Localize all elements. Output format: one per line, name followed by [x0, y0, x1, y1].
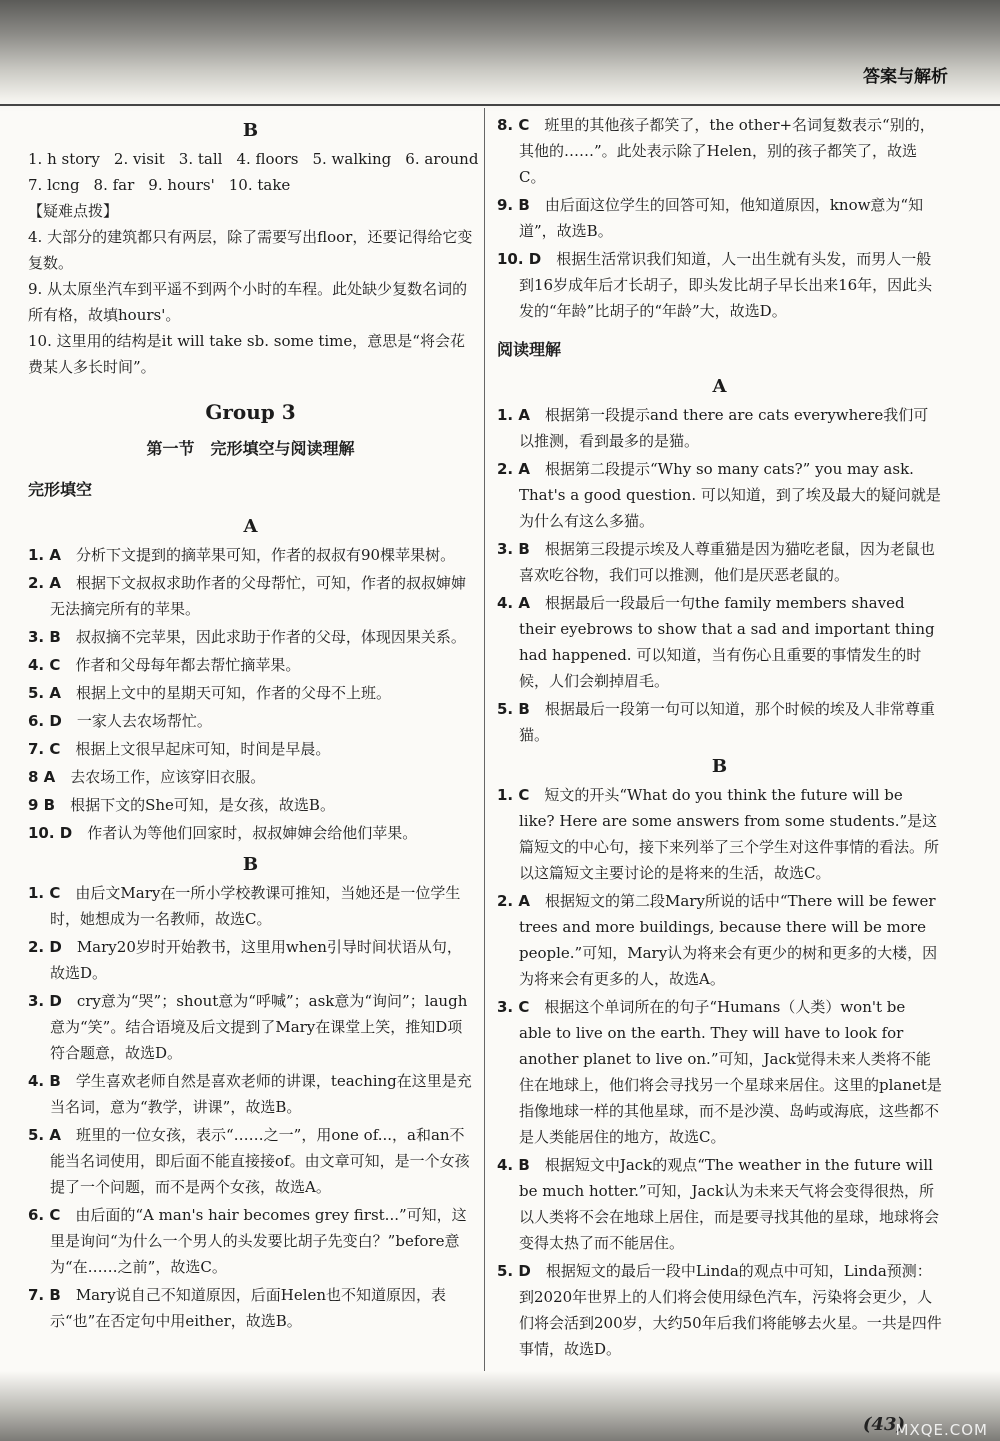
answer-key: 2. A — [497, 460, 530, 478]
answer-key: 5. D — [497, 1262, 531, 1280]
answer-key: 1. C — [497, 786, 530, 804]
answer-explanation: 班里的其他孩子都笑了，the other+名词复数表示“别的，其他的……”。此处表示除了Helen，别的孩子都笑了，故选C。 — [519, 116, 935, 186]
answer-key: 6. C — [28, 1206, 61, 1224]
fill-answers-row-1 — [28, 146, 479, 172]
answer-item — [497, 590, 942, 694]
answer-key: 2. A — [497, 892, 530, 910]
answer-explanation: 根据生活常识我们知道，人一出生就有头发，而男人一般到16岁成年后才长胡子，即头发比胡子早长出来16年，因此头发的“年龄”比胡子的“年龄”大，故选D。 — [519, 250, 933, 320]
answer-key: 5. A — [28, 684, 61, 702]
answer-explanation: 叔叔摘不完苹果，因此求助于作者的父母，体现因果关系。 — [75, 628, 466, 646]
answer-item — [497, 1258, 942, 1362]
fill-answer: 7. lcng — [28, 176, 80, 194]
answer-key: 4. A — [497, 594, 530, 612]
fill-answer: 5. walking — [312, 150, 392, 168]
cloze-a-heading: A — [243, 516, 258, 537]
answer-explanation: 根据第二段提示“Why so many cats?” you may ask. That's a good question. 可以知道，到了埃及最大的疑问就是为什么有这么多猫。 — [519, 460, 941, 530]
fill-answer: 8. far — [93, 176, 135, 194]
cloze-subtitle: 完形填空 — [28, 480, 93, 499]
answer-item — [497, 536, 942, 588]
section-title: 第一节 完形填空与阅读理解 — [146, 439, 355, 458]
answer-item — [28, 680, 473, 706]
answer-explanation: 根据第一段提示and there are cats everywhere我们可以推测，看到最多的是猫。 — [519, 406, 929, 450]
answer-explanation: 由后文Mary在一所小学校教课可推知，当她还是一位学生时，她想成为一名教师，故选C。 — [50, 884, 461, 928]
answer-explanation: 作者认为等他们回家时，叔叔婶婶会给他们苹果。 — [87, 824, 418, 842]
answer-explanation: 短文的开头“What do you think the future will be like? Here are some answers from some students.”是这篇短文的中心句，接下来列举了三个学生对这件事情的看法。所以这篇短文主要讨论的是将来的生活，故选C。 — [519, 786, 940, 882]
answer-item — [497, 1152, 942, 1256]
note-item: 9. 从太原坐汽车到平遥不到两个小时的车程。此处缺少复数名词的所有格，故填hours'。 — [28, 280, 468, 324]
header-banner — [0, 0, 1000, 112]
note-item: 4. 大部分的建筑都只有两层，除了需要写出floor，还要记得给它变复数。 — [28, 228, 473, 272]
fill-answer: 3. tall — [178, 150, 223, 168]
answer-item — [497, 994, 942, 1150]
answer-item — [28, 1282, 473, 1334]
answer-key: 3. C — [497, 998, 530, 1016]
answer-key: 2. D — [28, 938, 62, 956]
answer-key: 4. C — [28, 656, 61, 674]
fill-answer: 2. visit — [113, 150, 165, 168]
answer-explanation: Mary20岁时开始教书，这里用when引导时间状语从句，故选D。 — [50, 938, 462, 982]
answer-item — [28, 820, 473, 846]
watermark: MXQE.COM — [895, 1421, 988, 1439]
answer-item — [497, 112, 942, 190]
section-b-heading: B — [242, 120, 259, 141]
answer-item — [28, 1202, 473, 1280]
answer-explanation: 根据下文叔叔求助作者的父母帮忙，可知，作者的叔叔婶婶无法摘完所有的苹果。 — [50, 574, 466, 618]
answer-key: 8 A — [28, 768, 56, 786]
answer-explanation: 根据短文的第二段Mary所说的话中“There will be fewer trees and more buildings, because there will be more people.”可知，Mary认为将来会有更少的树和更多的大楼，因为将来会有更多的人，故选A。 — [519, 892, 938, 988]
answer-key: 3. B — [28, 628, 61, 646]
answer-item — [28, 880, 473, 932]
fill-answer: 10. take — [228, 176, 291, 194]
answer-key: 2. A — [28, 574, 61, 592]
answer-explanation: 根据下文的She可知，是女孩，故选B。 — [70, 796, 335, 814]
notes-label: 【疑难点拨】 — [28, 202, 119, 220]
answer-item — [28, 988, 473, 1066]
answer-key: 10. D — [28, 824, 73, 842]
footer-banner — [0, 1371, 1000, 1441]
answer-item — [28, 652, 473, 678]
answer-key: 3. B — [497, 540, 530, 558]
fill-answers-row-2 — [28, 172, 473, 198]
header-title: 答案与解析 — [863, 67, 948, 87]
answer-item — [28, 542, 473, 568]
answer-explanation: 分析下文提到的摘苹果可知，作者的叔叔有90棵苹果树。 — [75, 546, 456, 564]
fill-answer: 9. hours' — [148, 176, 215, 194]
answer-key: 6. D — [28, 712, 62, 730]
answer-key: 5. A — [28, 1126, 61, 1144]
reading-b-heading: B — [711, 756, 728, 777]
answer-item — [28, 764, 473, 790]
answer-item — [497, 192, 942, 244]
answer-key: 10. D — [497, 250, 542, 268]
answer-key: 7. C — [28, 740, 61, 758]
answer-key: 5. B — [497, 700, 530, 718]
right-column — [497, 112, 942, 1364]
answer-explanation: Mary说自己不知道原因，后面Helen也不知道原因，表示“也”在否定句中用either，故选B。 — [50, 1286, 447, 1330]
answer-key: 7. B — [28, 1286, 61, 1304]
left-column — [28, 112, 479, 1336]
reading-a-heading: A — [712, 376, 727, 397]
answer-explanation: 去农场工作，应该穿旧衣服。 — [70, 768, 266, 786]
fill-answer: 6. around — [405, 150, 479, 168]
answer-key: 9. B — [497, 196, 530, 214]
answer-explanation: cry意为“哭”；shout意为“呼喊”；ask意为“询问”；laugh意为“笑”。结合语境及后文提到了Mary在课堂上笑，推知D项符合题意，故选D。 — [50, 992, 468, 1062]
answer-item — [497, 246, 942, 324]
answer-item — [497, 696, 942, 748]
answer-explanation: 作者和父母每年都去帮忙摘苹果。 — [75, 656, 301, 674]
answer-explanation: 根据上文很早起床可知，时间是早晨。 — [75, 740, 331, 758]
fill-answer: 1. h story — [28, 150, 100, 168]
answer-key: 4. B — [497, 1156, 530, 1174]
answer-item — [497, 888, 942, 992]
answer-item — [28, 736, 473, 762]
answer-key: 3. D — [28, 992, 62, 1010]
answer-key: 9 B — [28, 796, 56, 814]
cloze-b-list — [28, 880, 473, 1334]
answer-explanation: 班里的一位女孩，表示“……之一”，用one of...，a和an不能当名词使用，即后面不能直接接of。由文章可知，是一个女孩提了一个问题，而不是两个女孩，故选A。 — [50, 1126, 470, 1196]
answer-explanation: 根据第三段提示埃及人尊重猫是因为猫吃老鼠，因为老鼠也喜欢吃谷物，我们可以推测，他们是厌恶老鼠的。 — [519, 540, 935, 584]
answer-item — [28, 792, 473, 818]
answer-explanation: 根据上文中的星期天可知，作者的父母不上班。 — [75, 684, 391, 702]
answer-explanation: 根据最后一段最后一句the family members shaved their eyebrows to show that a sad and important thing had happened. 可以知道，当有伤心且重要的事情发生的时候，人们会剃掉眉毛。 — [519, 594, 935, 690]
column-divider — [484, 108, 485, 1398]
answer-item — [497, 782, 942, 886]
cloze-b-continued-list — [497, 112, 942, 324]
answer-key: 8. C — [497, 116, 530, 134]
answer-explanation: 一家人去农场帮忙。 — [76, 712, 212, 730]
answer-key: 4. B — [28, 1072, 61, 1090]
answer-key: 1. A — [497, 406, 530, 424]
answer-item — [497, 456, 942, 534]
answer-explanation: 由后面这位学生的回答可知，他知道原因，know意为“知道”，故选B。 — [519, 196, 924, 240]
group-title: Group 3 — [205, 400, 296, 424]
answer-item — [28, 708, 473, 734]
fill-answer: 4. floors — [236, 150, 299, 168]
answer-explanation: 根据最后一段第一句可以知道，那个时候的埃及人非常尊重猫。 — [519, 700, 935, 744]
answer-key: 1. C — [28, 884, 61, 902]
answer-explanation: 根据这个单词所在的句子“Humans（人类）won't be able to live on the earth. They will have to look for another planet to live on.”可知，Jack觉得未来人类将不能住在地球上，他们将会寻找另一个星球来居住。这里的planet是指像地球一样的其他星球，而不是沙漠、岛屿或海底，这些都不是人类能居住的地方，故选C。 — [519, 998, 942, 1146]
answer-item — [28, 934, 473, 986]
answer-item — [497, 402, 942, 454]
answer-explanation: 学生喜欢老师自然是喜欢老师的讲课，teaching在这里是充当名词，意为“教学，讲课”，故选B。 — [50, 1072, 472, 1116]
answer-explanation: 根据短文中Jack的观点“The weather in the future will be much hotter.”可知，Jack认为未来天气将会变得很热，所以人类将不会在地球上居住，而是要寻找其他的星球，地球将会变得太热了而不能居住。 — [519, 1156, 940, 1252]
answer-item — [28, 570, 473, 622]
reading-a-list — [497, 402, 942, 748]
header-rule — [0, 104, 1000, 106]
answer-explanation: 由后面的“A man's hair becomes grey first...”可知，这里是询问“为什么一个男人的头发要比胡子先变白？”before意为“在……之前”，故选C。 — [50, 1206, 467, 1276]
answer-item — [28, 1122, 473, 1200]
answer-key: 1. A — [28, 546, 61, 564]
cloze-a-list — [28, 542, 473, 846]
reading-b-list — [497, 782, 942, 1362]
reading-subtitle: 阅读理解 — [497, 340, 562, 359]
cloze-b-heading: B — [242, 854, 259, 875]
answer-item — [28, 624, 473, 650]
note-item: 10. 这里用的结构是it will take sb. some time，意思是“将会花费某人多长时间”。 — [28, 332, 465, 376]
answer-item — [28, 1068, 473, 1120]
answer-explanation: 根据短文的最后一段中Linda的观点中可知，Linda预测：到2020年世界上的人们将会使用绿色汽车，污染将会更少，人们将会活到200岁，大约50年后我们将能够去火星。一共是四件事情，故选D。 — [519, 1262, 942, 1358]
page-number: (43) — [862, 1414, 905, 1435]
